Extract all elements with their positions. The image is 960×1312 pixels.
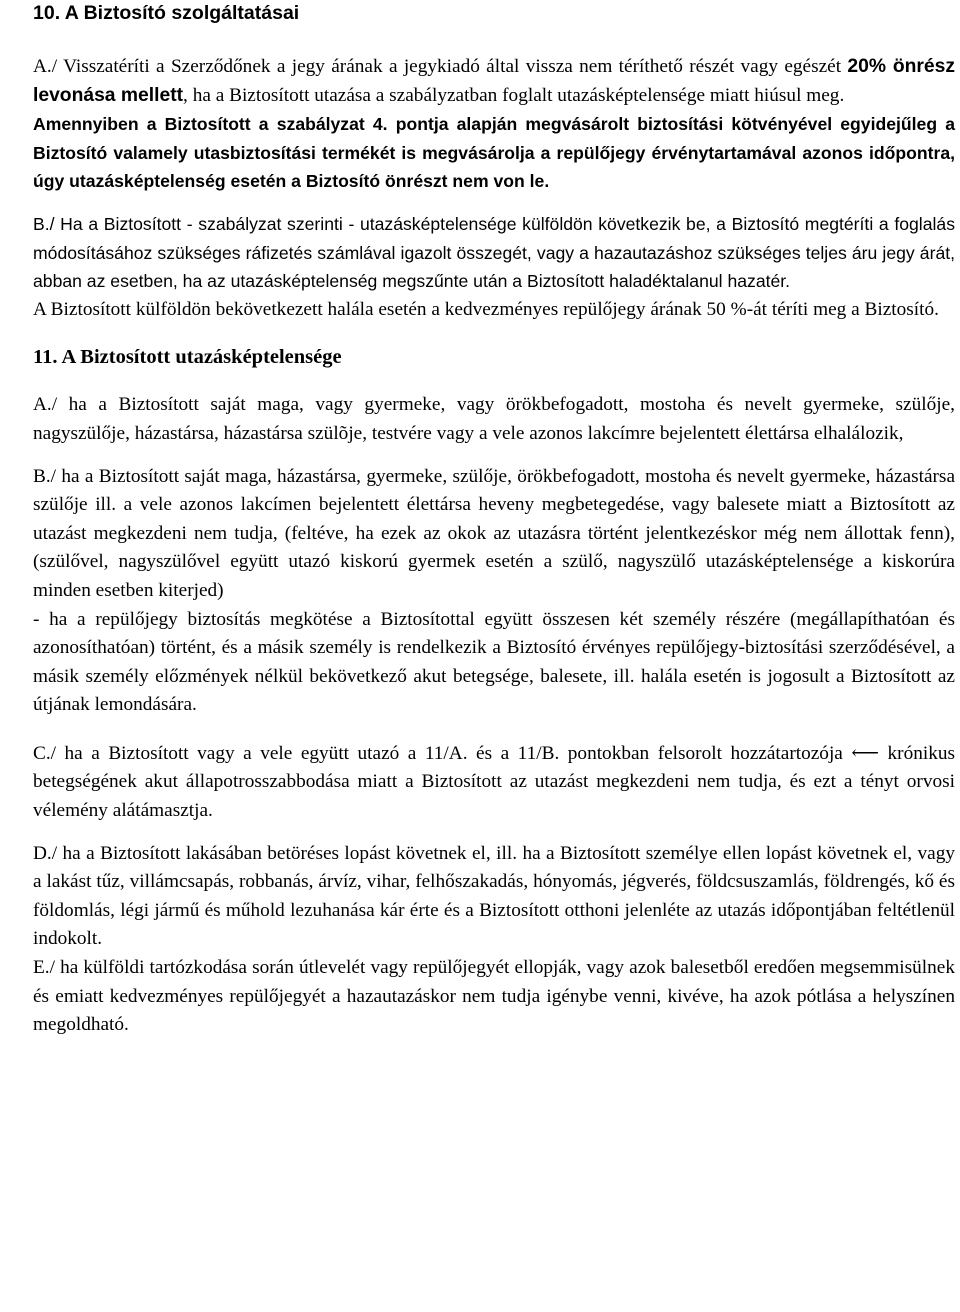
paragraph-a-bold-deductible: 20% önrész levonása mellett bbox=[33, 56, 955, 106]
section-11-paragraph-c: C./ ha a Biztosított vagy a vele együtt utazó a 11/A. és a 11/B. pontokban felsorolt hozzátartozója ⟵ krónikus betegségének akut állapotrosszabbodása miatt a Biztosított az utazást megkezdeni nem tudja, és ezt a tényt orvosi vélemény alátámasztja. bbox=[33, 742, 955, 822]
section-10-bold-note: Amennyiben a Biztosított a szabályzat 4. pontja alapján megvásárolt biztosítási kötvényével egyidejűleg a Biztosító valamely utasbiztosítási termékét is megvásárolja a repülőjegy érvénytartamával azonos időpontra, úgy utazásképtelenség esetén a Biztosító önrészt nem von le. bbox=[33, 114, 955, 192]
section-10-paragraph-a bbox=[33, 53, 955, 110]
paragraph-a-text-2: , ha a Biztosított utazása a szabályzatban foglalt utazásképtelensége miatt hiúsul meg. bbox=[183, 84, 845, 106]
section-11-paragraph-d: D./ ha a Biztosított lakásában betöréses lopást követnek el, ill. ha a Biztosított személye ellen lopást követnek el, vagy a lakást tűz, villámcsapás, robbanás, árvíz, vihar, felhőszakadás, hónyomás, jégverés, földcsuszamlás, földrengés, kő és földomlás, légi jármű és műhold lezuhanása kár érte és a Biztosított otthoni jelenléte az utazás időpontjában feltétlenül indokolt. bbox=[33, 842, 955, 950]
section-10-paragraph-b: B./ Ha a Biztosított - szabályzat szerinti - utazásképtelensége külföldön következik be, a Biztosító megtéríti a foglalás módosításához szükséges ráfizetés számlával igazolt összegét, vagy a hazautazáshoz szükséges teljes áru jegy árát, abban az esetben, ha az utazásképtelenség megszűnte után a Biztosított haladéktalanul hazatér. bbox=[33, 213, 955, 292]
document-page bbox=[33, 0, 955, 1040]
section-10-heading: 10. A Biztosító szolgáltatásai bbox=[33, 2, 300, 24]
section-10-death-clause: A Biztosított külföldön bekövetkezett halála esetén a kedvezményes repülőjegy árának 50 %-át téríti meg a Biztosító. bbox=[33, 298, 939, 320]
section-11-paragraph-b: B./ ha a Biztosított saját maga, házastársa, gyermeke, szülője, örökbefogadott, mostoha és nevelt gyermeke, házastársa szülője ill. a vele azonos lakcímen bejelentett élettársa heveny megbetegedése, vagy balesete miatt a Biztosított az utazást megkezdeni nem tudja, (feltéve, ha ezek az okok az utazásra történt jelentkezéskor még nem állottak fenn),(szülővel, nagyszülővel együtt utazó kiskorú gyermek esetén a szülő, nagyszülő utazásképtelensége a kiskorúra minden esetben kiterjed) bbox=[33, 465, 955, 601]
section-11-paragraph-a: A./ ha a Biztosított saját maga, vagy gyermeke, vagy örökbefogadott, mostoha és nevelt gyermeke, szülője, nagyszülője, házastársa, házastársa szülõje, testvére vagy a vele azonos lakcímre bejelentett élettársa elhalálozik, bbox=[33, 394, 955, 444]
section-11-heading: 11. A Biztosított utazásképtelensége bbox=[33, 346, 342, 369]
section-11-paragraph-e: E./ ha külföldi tartózkodása során útlevelét vagy repülőjegyét ellopják, vagy azok balesetből eredően megsemmisülnek és emiatt kedvezményes repülőjegyét a hazautazáskor nem tudja igénybe venni, kivéve, ha azok pótlása a helyszínen megoldható. bbox=[33, 957, 955, 1036]
paragraph-a-text-1: A./ Visszatéríti a Szerződőnek a jegy árának a jegykiadó által vissza nem téríthető részét vagy egészét bbox=[33, 56, 848, 77]
section-11-paragraph-b-extra: - ha a repülőjegy biztosítás megkötése a Biztosítottal együtt összesen két személy részére (megállapíthatóan és azonosíthatóan) történt, és a másik személy is rendelkezik a Biztosító érvényes repülőjegy-biztosítási szerződésével, a másik személy előzmények nélkül bekövetkező akut betegsége, balesete, ill. halála esetén is jogosult a Biztosított az útjának lemondására. bbox=[33, 608, 955, 716]
